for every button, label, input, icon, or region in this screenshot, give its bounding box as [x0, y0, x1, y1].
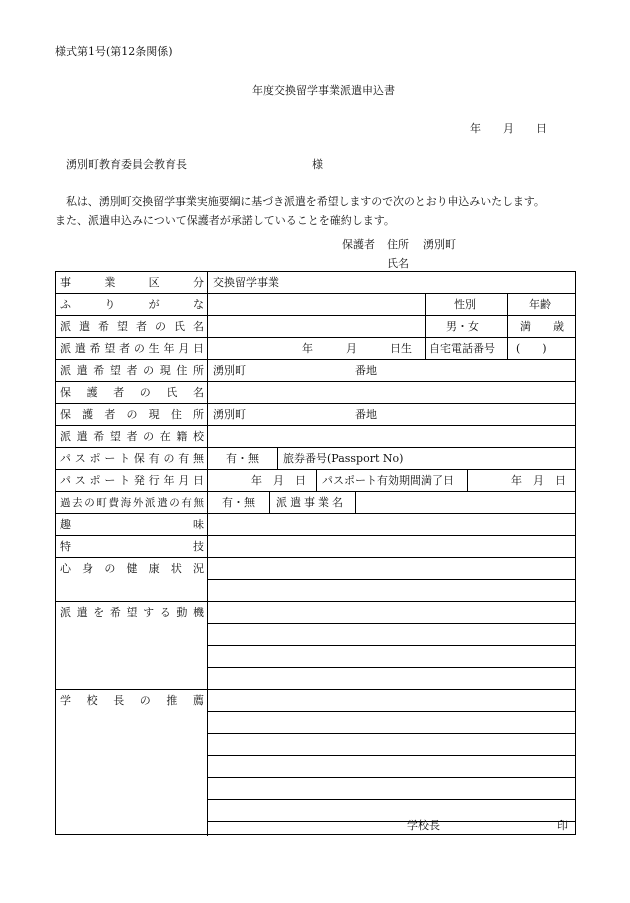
body-line-1: 私は、湧別町交換留学事業実施要綱に基づき派遣を希望しますので次のとおり申込みいたします。 — [66, 195, 545, 208]
health-field[interactable] — [208, 558, 574, 600]
recommendation-field[interactable] — [208, 690, 574, 820]
guardian-name-field[interactable] — [208, 382, 574, 402]
passport-issue-date[interactable]: 年 月 日 — [251, 474, 306, 487]
passport-number-label: 旅券番号(Passport No) — [283, 452, 404, 465]
skill-field[interactable] — [208, 536, 574, 556]
past-dispatch-label: 過去の町費海外派遣の有無 — [60, 497, 204, 509]
age-value[interactable]: 満 歳 — [520, 320, 564, 333]
furigana-field[interactable] — [208, 294, 424, 314]
business-type-label: 事業区分 — [60, 276, 204, 289]
past-dispatch-choice[interactable]: 有・無 — [222, 496, 255, 509]
guardian-address-banchi: 番地 — [355, 408, 377, 421]
passport-label: パスポート保有の有無 — [60, 452, 204, 465]
body-line-2: また、派遣申込みについて保護者が承諾していることを確約します。 — [55, 214, 395, 227]
passport-issue-label: パスポート発行年月日 — [60, 474, 204, 487]
seal-label: 印 — [557, 819, 568, 832]
motive-label: 派遣を希望する動機 — [60, 606, 204, 619]
hobby-field[interactable] — [208, 514, 574, 534]
guardian-label: 保護者 — [342, 238, 375, 251]
business-type-value: 交換留学事業 — [213, 276, 279, 289]
gender-label: 性別 — [454, 298, 476, 311]
applicant-address-town: 湧別町 — [213, 364, 246, 377]
school-field[interactable] — [208, 426, 574, 446]
passport-choice[interactable]: 有・無 — [226, 452, 259, 465]
principal-label: 学校長 — [407, 819, 440, 832]
birth-date-label: 派遣希望者の生年月日 — [60, 342, 204, 355]
furigana-label: ふりがな — [60, 298, 204, 311]
applicant-address-label: 派遣希望者の現住所 — [60, 364, 204, 377]
passport-expiry-date[interactable]: 年 月 日 — [511, 474, 566, 487]
guardian-address-town: 湧別町 — [213, 408, 246, 421]
applicant-address-banchi: 番地 — [355, 364, 377, 377]
form-title: 年度交換留学事業派遣申込書 — [252, 84, 395, 97]
school-label: 派遣希望者の在籍校 — [60, 430, 204, 443]
guardian-name-row-label: 保護者の氏名 — [60, 386, 204, 399]
application-form-table — [55, 271, 576, 835]
recommendation-label: 学校長の推薦 — [60, 694, 204, 707]
guardian-address-label: 住所 — [387, 238, 409, 251]
applicant-name-field[interactable] — [208, 316, 424, 336]
dispatch-program-label: 派遣事業名 — [276, 496, 346, 509]
skill-label: 特技 — [60, 540, 204, 553]
birth-date-value[interactable]: 年 月 日生 — [302, 342, 412, 355]
honorific: 様 — [312, 158, 323, 171]
age-label: 年齢 — [529, 298, 551, 311]
hobby-label: 趣味 — [60, 518, 204, 531]
guardian-address-row-label: 保護者の現住所 — [60, 408, 204, 421]
addressee: 湧別町教育委員会教育長 — [66, 158, 187, 171]
home-phone-label: 自宅電話番号 — [429, 342, 495, 355]
applicant-name-label: 派遣希望者の氏名 — [60, 320, 204, 333]
passport-expiry-label: パスポート有効期間満了日 — [322, 474, 454, 487]
health-label: 心身の健康状況 — [60, 562, 204, 575]
guardian-address-value: 湧別町 — [423, 238, 456, 251]
guardian-name-label: 氏名 — [387, 257, 409, 270]
home-phone-value[interactable]: ( ) — [516, 342, 547, 355]
form-number: 様式第1号(第12条関係) — [55, 45, 173, 58]
gender-value[interactable]: 男・女 — [446, 320, 479, 333]
date-line: 年 月 日 — [470, 122, 547, 135]
motive-field[interactable] — [208, 602, 574, 688]
